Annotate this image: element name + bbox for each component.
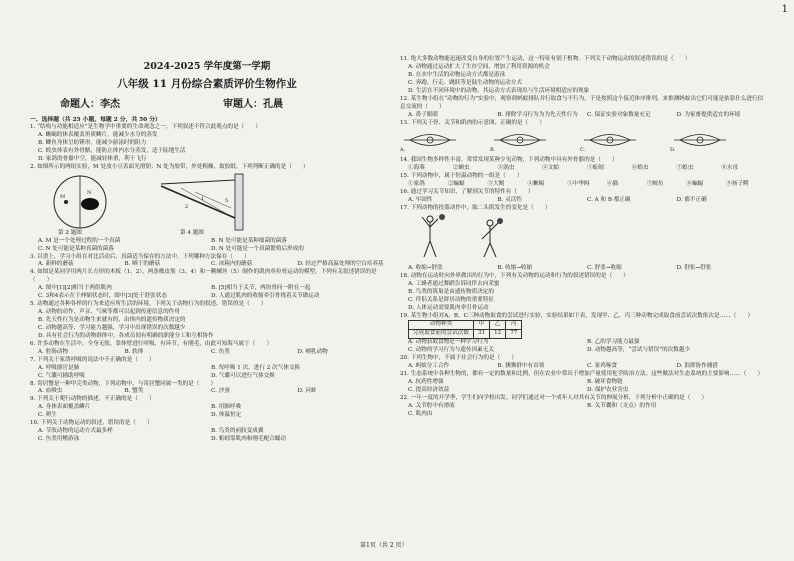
question-2-options: A. M 是一个处理过程的一个真菌 B. N 处可能是某种细菌的菌落 C. N 处可能是某种真菌的菌落 D. N 处可能是一个真菌繁殖后形成的 [38,237,304,252]
svg-text:C.: C. [580,147,586,154]
question-8: 8. 寄居蟹是一种甲壳类动物，下列动物中，与寄居蟹同属一类的是（ ） A. 血吸虫 B. 蟹类 C. 沙蚕 D. 河蚌 [30,380,317,395]
svg-text:1: 1 [201,195,205,202]
question-21: 21. 生态系统中各种生物的，都有一定的数量和比例，但在农业中常出于增加产量使用化学防治方法。这些做法对生态系统的主要影响……（ ） A. 抗药性增强 B. 破坏食物链 C. 提高经济效益 D. 保护农业害虫 [400,371,764,394]
question-19: 19. 某生物小组对A、B、C三种动物取食的尝试进行实验，实验结果如下表，发现甲、乙、丙三种动物完成取食前尝试次数依次是……（ ） 动物种类 甲 乙 丙 完成取食前的尝试次数 31 12 77 A. 动物获取食物是一种学习行为 B. 乙的学习能力最强 C. 动物的学习行为与遗传因素无关 D. 动物越高等，“尝试与错误”的次数越少 [400,312,754,354]
question-10: 10. 下列关于动物运动的叙述，错误的是（ ） A. 节肢动物的运动方式最多样 B. 鸟类的前肢变成翼 C. 鱼类用鳍游泳 D. 蚯蚓靠肌肉和刚毛配合蠕动 [30,420,286,443]
question-20: 20. 下列生物中，不属于社会行为的是（ ） A. 蚂蚁分工合作 B. 狒狒群中有首领 C. 家鸡啄食 D. 狼群协作捕猎 [400,355,718,370]
svg-text:A.: A. [400,147,406,154]
left-column [30,124,384,444]
question-11: 11. 绝大多数动物能迅速改变自身的位置产生运动，这一特征有别于植物。下列关于动物运动的叙述错误的是（ ） A. 动物通过运动扩大了生存空间，增加了利用资源的机会 B. 在水中生活的动物运动方式都是游泳 C. 奔跑、行走、跳跃等是陆生动物的运动方式 D. 生活在不同环境中的动物，其运动方式表现出与生活环境相适应的现象 [400,56,691,94]
exam-title: 八年级 11 月份综合素质评价生物作业 [117,78,297,90]
fig-label-2: 第 2 题图 [58,229,82,236]
arm-model-figure [155,172,250,234]
question-2: 2. 如图所示的两组实验，M 处放小豆表面光滑韧；N 处为胶带，外处粗燥，取胶纸。下列判断正确的是（ ） [30,163,309,170]
question-3: 3. 以重上，学习小组在对比活动后，真菌适当保存的方法中，下列哪种方法保存（ ） A. 新鲜的蘑菇 B. 晒干的蘑菇 C. 冰箱内的蘑菇 D. 经过严格高温处理的空白培养基 [30,253,384,268]
figures-row [30,172,384,238]
question-7: 7. 下列关于家鸽呼吸的说法中不正确的是（ ） A. 呼吸器官是肺 B. 每呼吸 1 次，进行 2 次气体交换 C. 气囊可辅助呼吸 D. 气囊可以进行气体交换 [30,356,301,379]
exam-year: 2024-2025 学年度第一学期 [143,61,271,72]
question-5: 5. 动物通过各种各样的行为来适应所生活的环境。下列关于动物行为的叙述，错误的是（ ） A. 动物的动作、声音、气味等都可以起到传递信息的作用 B. 先天性行为是动物生来就有的，由体内的遗传物质决定的 C. 动物越高等，学习能力越强，学习中出现错误的次数越少 D. 具有社会行为的动物群体中，各成员间有明确的职能分工和互相协作 [30,301,267,339]
page-corner-mark: 1 [781,4,788,15]
question-13: 13. 下列关于骨、关节和肌肉的示意图，正确的是（ ） A. B. C. D. [400,120,766,158]
question-22: 22. 一年一度的开学季，学生们向学校出发。同学们通过对一个成年人对其有关节的伸展分析，下列分析中正确的是（ ） A. 关节腔中有滑液 B. 关节囊和（支点）的作用 C. 肌肉由 [400,395,708,417]
question-12: 12. 某生物小组在“动物的行为”实验中，观察到蚂蚁排队并行取食与不行为，于是按照这个接近体序排列，来推测蚂蚁出它们可能是依靠什么进行信息交流的（ ） A. 鼻子眼睛 B. 排除学习行为为为先天性行为 C. 保证实验对象数量充足 D. 为家畜提供适宜的环境 [400,95,764,118]
svg-text:N: N [87,189,92,196]
author: 命题人：李杰 [60,99,120,110]
reviewer: 审题人：孔晨 [223,99,283,110]
right-column [400,56,766,419]
question-15: 15. 下列动物中，属于恒温动物的一组是（ ） ①家鸽 ②蝙蝠 ③大鲵 ④蜥蜴 ⑤中华鲟 ⑥猫 ⑦鲸鱼 ⑧蝙蝠 ⑨扬子鳄 [400,173,749,188]
svg-text:2: 2 [185,203,189,210]
question-6: 6. 许多动物在生活中，全身无肢，靠体壁进行呼吸，有环节，有刚毛，由此可知海马属于（ ） A. 腔肠动物 B. 软体 C. 鱼类 D. 哺乳动物 [30,340,328,355]
question-14: 14. 我国生物多样性丰富，常常发现某种少见动物，下列动物中具有外骨骼的是（ ） ①海葵 ②蛔虫 ③涡虫 ④文蛤 ⑤蚯蚓 ⑥蝗虫 ⑦蝗虫 ⑧水母 [400,157,739,172]
question-9: 9. 下列关于爬行动物的描述，不正确的是（ ） A. 身体表面覆盖鳞片 B. 用肺呼吸 C. 卵生 D. 体温恒定 [30,396,242,419]
page-footer: 第1页（共 2 页） [360,542,408,549]
question-1: 1. “结构与功能相适应”是生物学中重要的生命观念之一。下列叙述不符合此观点的是（ ） A. 蜥蜴的体表覆盖角质鳞片，能减少水分的蒸发 B. 鲫鱼身体呈纺锤形，能减少游泳时的阻力 C. 蝗虫体表有外骨骼，能防止体内水分蒸发，适于陆地生活 D. 家鸽的骨骼中空，能减轻体重，利于飞行 [30,124,261,162]
question-17: 17. 下列动物的投篮动作中，肱二头肌发生的变化是（ ） A. 收缩→舒张 B. 收缩→收缩 C. 舒张→收缩 D. 舒张→舒张 [400,205,712,271]
basketball-figure [400,213,600,261]
question-4: 4. 如图是某同学用两片长方形的木板（1、2）、两条橡皮筋（3、4）和一颗螺丝（5）制作的肌肉牵拉骨运动的模型。下列有关叙述错误的是（ ） A. 图中[1][2]相当于两组肌肉 B. [5]相当于关节，两块骨同一附在一起 C. 3和4表示在于伸缩状态时，图中[3]处于舒张状态 D. 人通过肌肉的收缩牵引骨绕着关节做运动 [30,269,377,300]
fig-label-4: 第 4 题图 [180,229,204,236]
svg-text:B.: B. [490,147,496,154]
svg-text:D.: D. [670,147,676,154]
svg-text:5: 5 [225,197,229,204]
attempts-table: 动物种类 甲 乙 丙 完成取食前的尝试次数 31 12 77 [408,320,522,339]
svg-text:M: M [60,193,66,200]
joint-diagrams [400,127,760,153]
question-18: 18. 动物在运动时向外界做出的行为中，下列有关动物的运动和行为的叙述错误的是（ ） A. 工蜂者通过舞蹈告诉同伴去向采蜜 B. 鸟类的筑巢是由遗传物质决定的 C. 伴侣关系是群居动物的重要特征 D. 人体运动需要肌肉牵引骨运动 [400,272,629,311]
section-title: 一、选择题（共 25 小题，每题 2 分，共 50 分） [30,117,161,123]
question-16: 16. 通过学习关节知识，了解到关节的特性有（ ） A. 牢固性 B. 灵活性 C. A 和 B 都正确 D. 都不正确 [400,189,707,204]
petri-dish-figure [52,174,108,230]
